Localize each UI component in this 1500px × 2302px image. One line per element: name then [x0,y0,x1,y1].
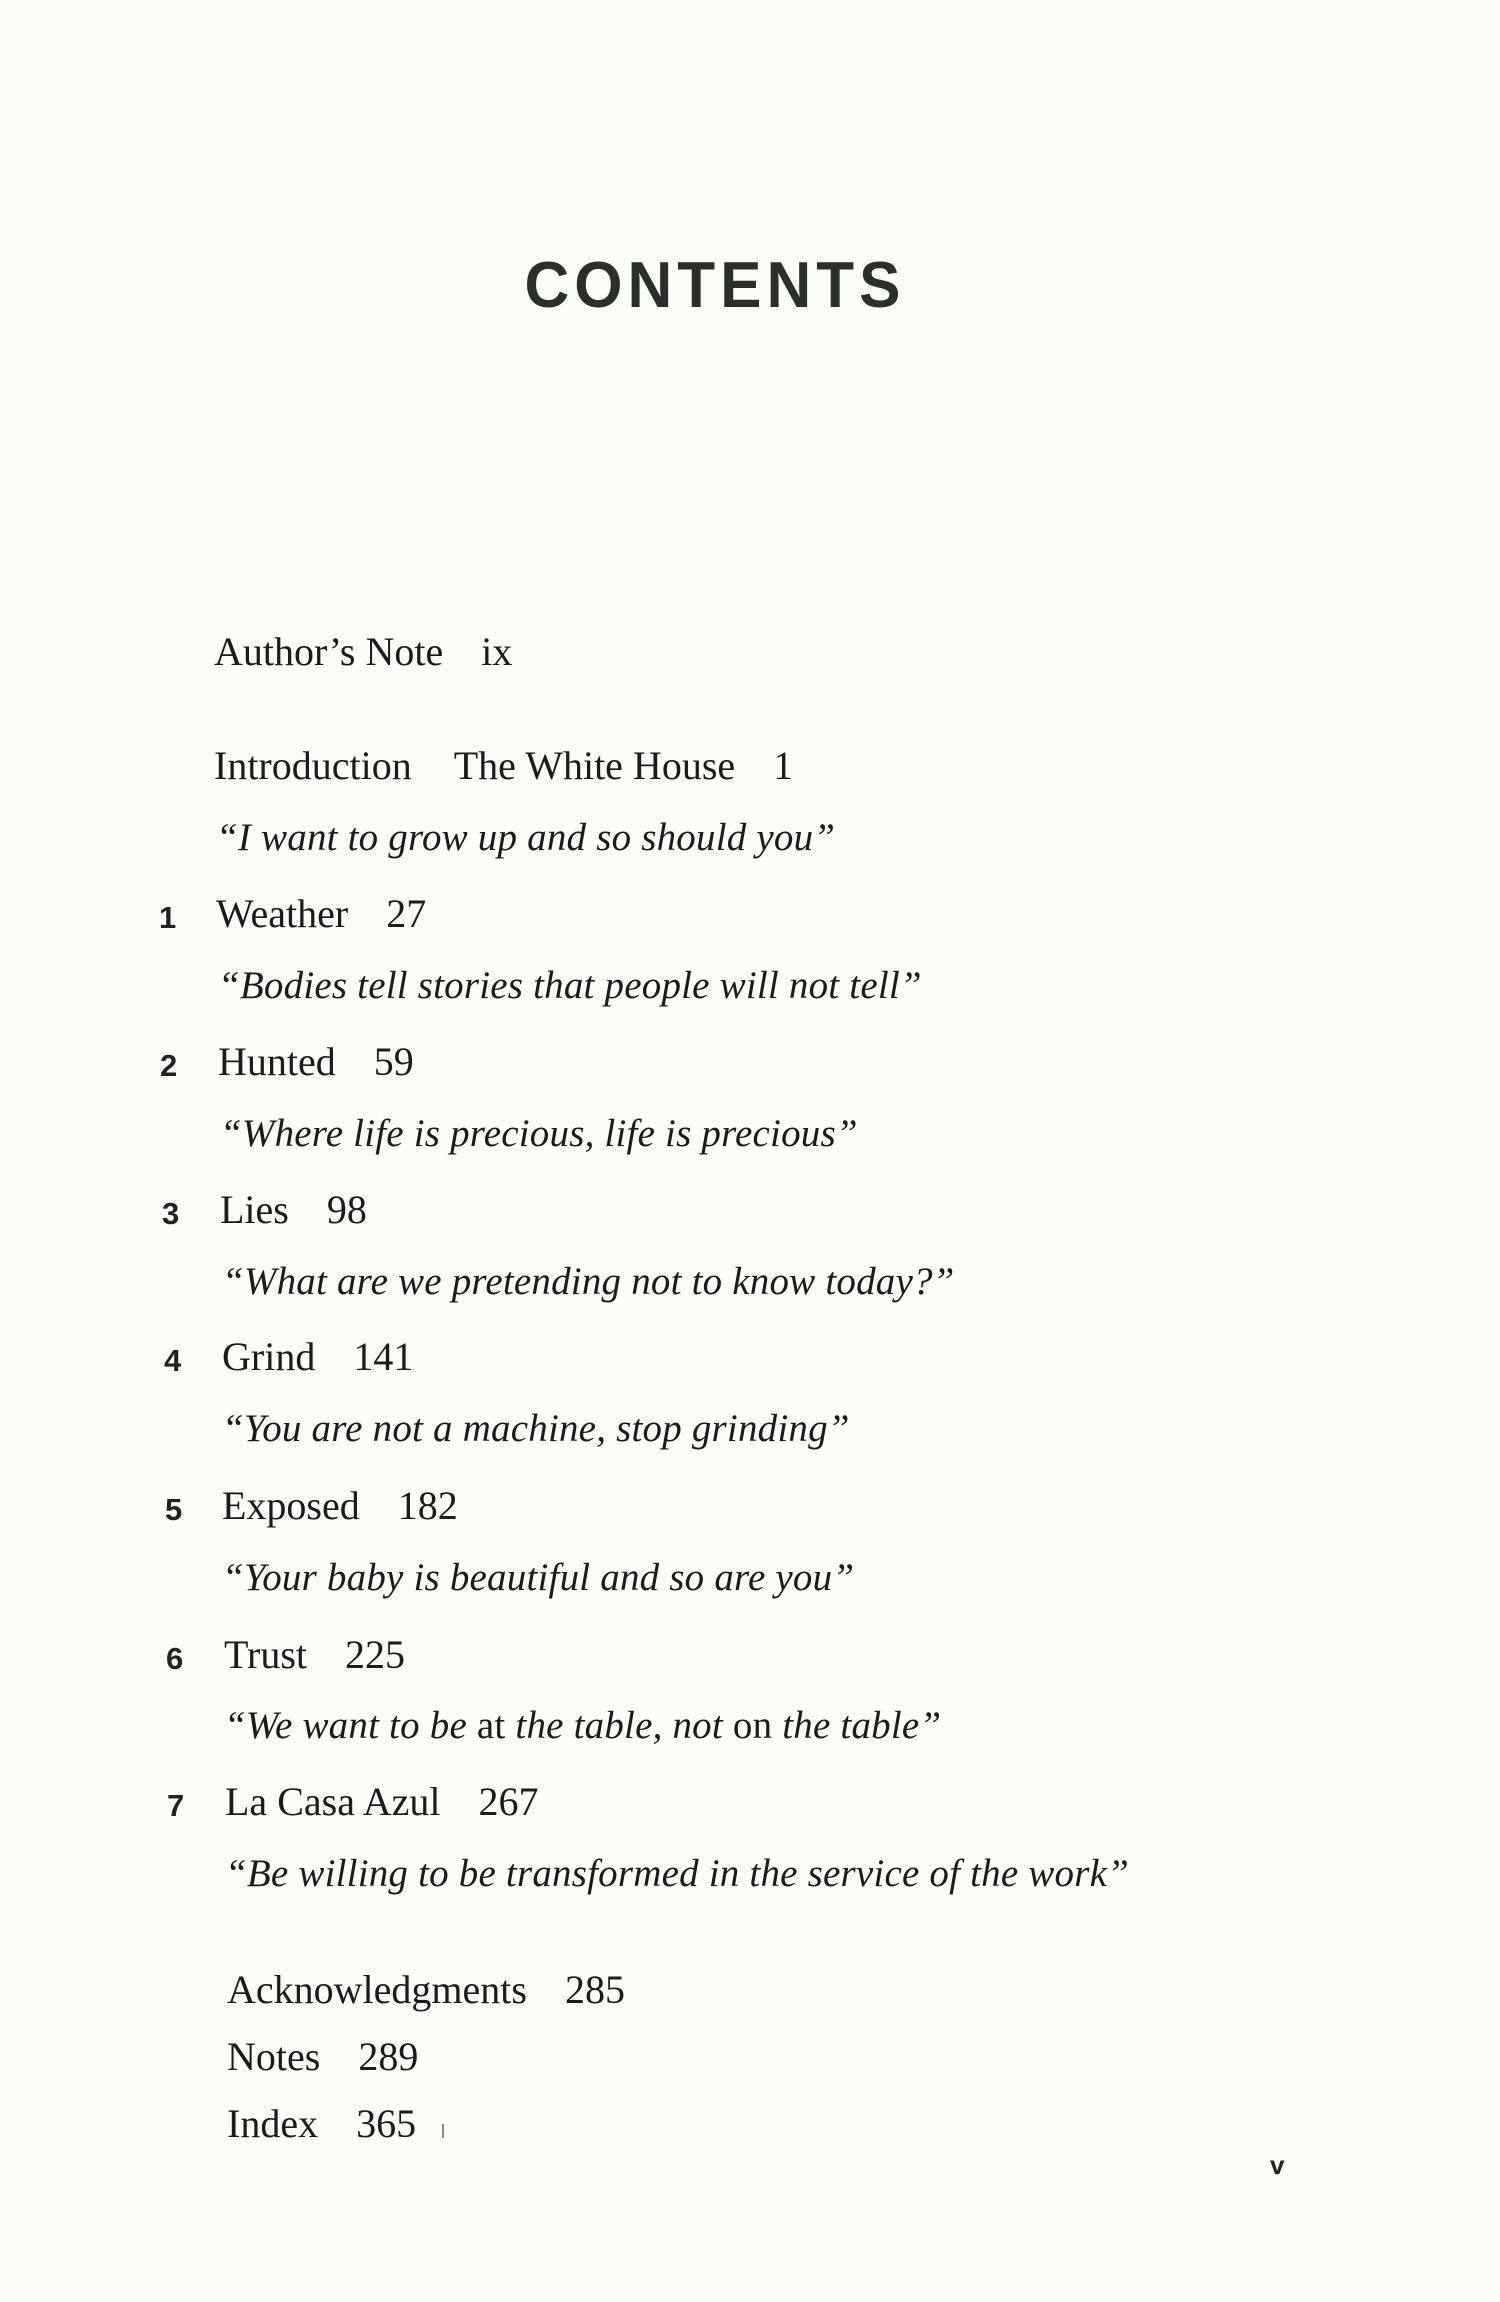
entry-label: Notes [227,2034,321,2079]
entry-page: 98 [326,1187,367,1232]
entry-page: 182 [397,1483,458,1528]
entry-label: Trust [224,1632,308,1677]
entry-label: Weather [216,891,349,936]
entry-page: 1 [773,743,794,788]
epigraph-chapter-2: “Where life is precious, life is precious” [220,1112,858,1155]
toc-entry-chapter-3 [220,1187,367,1232]
entry-page: 289 [358,2034,419,2079]
entry-page: 285 [564,1967,625,2012]
print-speck [442,2124,444,2138]
chapter-number: 1 [159,900,177,935]
entry-label: Author’s Note [214,629,444,674]
epigraph-chapter-7: “Be willing to be transformed in the service of the work” [225,1852,1129,1895]
entry-page: 225 [345,1632,406,1677]
chapter-number: 6 [166,1641,184,1676]
entry-label: Acknowledgments [227,1967,527,2012]
entry-label: Exposed [222,1483,360,1528]
epigraph-chapter-4: “You are not a machine, stop grinding” [222,1407,850,1450]
epigraph-introduction: “I want to grow up and so should you” [216,816,836,859]
epigraph-part: the table” [772,1704,942,1747]
chapter-number: 7 [167,1788,185,1823]
chapter-number: 3 [162,1196,180,1231]
entry-page: 27 [386,891,427,936]
entry-page: 365 [356,2101,417,2146]
chapter-number: 2 [160,1048,178,1083]
entry-label: Introduction [214,743,412,788]
epigraph-chapter-1: “Bodies tell stories that people will not tell” [218,964,922,1007]
entry-page: 141 [353,1334,414,1379]
page-folio: v [1270,2150,1285,2180]
entry-label: Index [227,2101,319,2146]
toc-entry-acknowledgments [227,1967,625,2012]
entry-label: Grind [222,1334,316,1379]
chapter-number: 4 [164,1343,182,1378]
toc-entry-chapter-7 [225,1779,539,1824]
toc-entry-notes [227,2034,419,2079]
page-title: CONTENTS [524,249,906,322]
entry-subtitle: The White House [453,743,736,788]
epigraph-part-roman: at [476,1704,506,1747]
toc-entry-chapter-4 [222,1334,414,1379]
toc-entry-index [227,2101,417,2146]
toc-entry-chapter-2 [218,1039,414,1084]
chapter-number: 5 [165,1492,183,1527]
epigraph-part: “We want to be [224,1704,477,1747]
toc-entry-authors-note [214,629,513,674]
entry-label: Lies [220,1187,289,1232]
toc-entry-chapter-6 [224,1632,406,1677]
toc-entry-chapter-5 [222,1483,458,1528]
epigraph-chapter-6 [224,1706,941,1745]
toc-entry-chapter-1 [216,891,427,936]
toc-entry-introduction [214,743,794,788]
entry-label: La Casa Azul [225,1779,441,1824]
epigraph-part-roman: on [732,1704,773,1747]
entry-label: Hunted [218,1039,336,1084]
epigraph-chapter-3: “What are we pretending not to know today?” [222,1260,955,1303]
epigraph-chapter-5: “Your baby is beautiful and so are you” [222,1556,855,1599]
entry-page: 59 [373,1039,414,1084]
entry-page: 267 [478,1779,539,1824]
entry-page: ix [481,629,513,674]
epigraph-part: the table, not [505,1704,733,1747]
